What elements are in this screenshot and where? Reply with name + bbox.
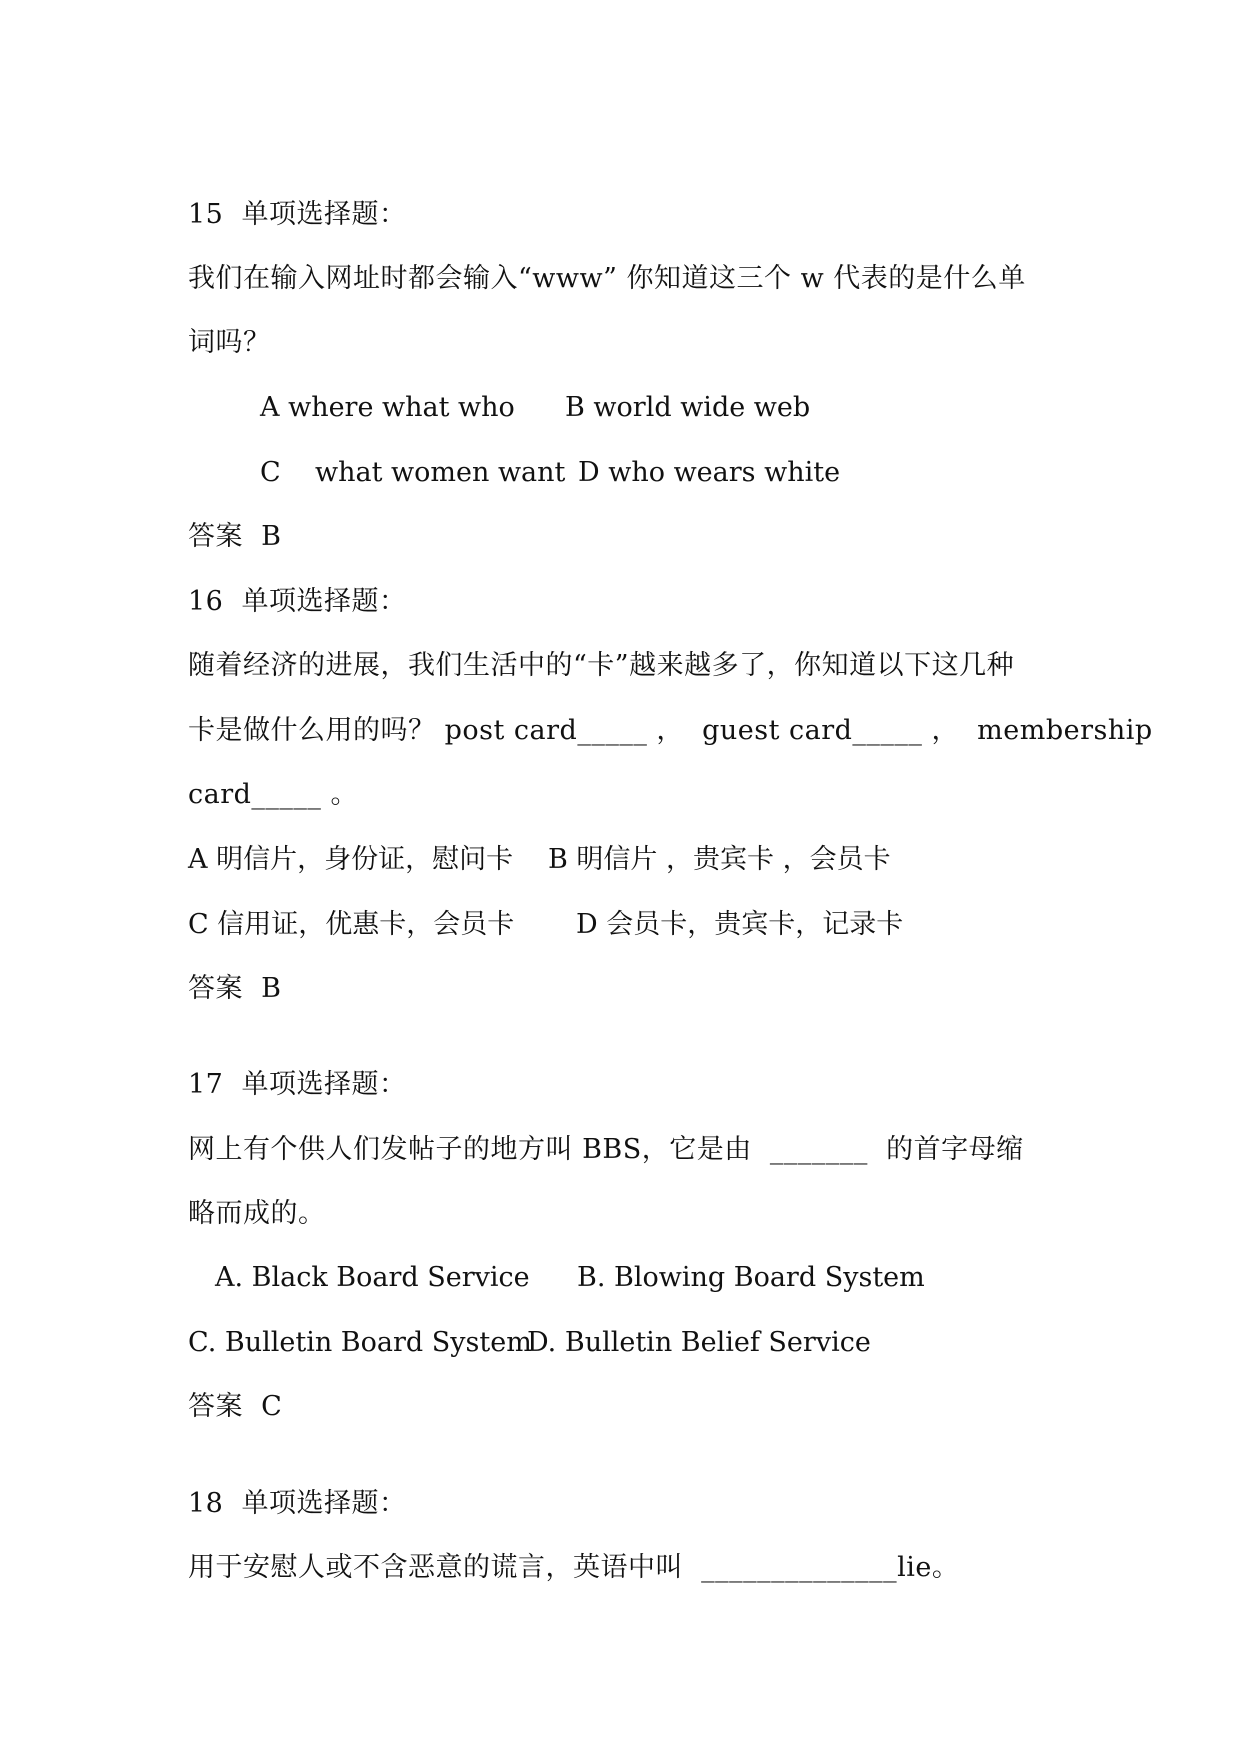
question-16-stem-line-3: card_____ 。 xyxy=(188,779,358,810)
question-15-option-a: A where what who xyxy=(260,392,515,423)
question-16-option-b: B 明信片 ，贵宾卡 ，会员卡 xyxy=(548,844,891,875)
question-15-stem-line-1: 我们在输入网址时都会输入“www” 你知道这三个 w 代表的是什么单 xyxy=(188,263,1026,294)
question-16-option-d: D 会员卡，贵宾卡，记录卡 xyxy=(576,909,904,940)
question-17-stem-line-2: 略而成的。 xyxy=(188,1198,326,1229)
question-15-option-d: D who wears white xyxy=(578,457,841,488)
question-17-option-b: B. Blowing Board System xyxy=(577,1262,925,1293)
question-16-heading: 16 单项选择题： xyxy=(188,586,407,617)
question-16-stem-line-2: 卡是做什么用的吗？ post card_____ ， guest card_____ ， membership xyxy=(188,715,1153,746)
question-17-option-a: A. Black Board Service xyxy=(215,1262,530,1293)
question-15-stem-line-2: 词吗？ xyxy=(188,327,271,358)
question-16-answer: 答案 B xyxy=(188,973,282,1004)
question-18-stem-line-1: 用于安慰人或不含恶意的谎言，英语中叫 ______________lie。 xyxy=(188,1552,960,1583)
question-15-answer: 答案 B xyxy=(188,521,282,552)
question-15-heading: 15 单项选择题： xyxy=(188,199,407,230)
question-17-heading: 17 单项选择题： xyxy=(188,1069,407,1100)
question-16-stem-line-1: 随着经济的进展，我们生活中的“卡”越来越多了，你知道以下这几种 xyxy=(188,650,1015,681)
question-16-option-a: A 明信片，身份证，慰问卡 xyxy=(188,844,514,875)
question-18-heading: 18 单项选择题： xyxy=(188,1488,407,1519)
question-15-option-c: C what women want xyxy=(260,457,566,488)
question-15-option-b: B world wide web xyxy=(565,392,811,423)
question-17-answer: 答案 C xyxy=(188,1391,283,1422)
question-16-option-c: C 信用证，优惠卡，会员卡 xyxy=(188,909,515,940)
question-17-stem-line-1: 网上有个供人们发帖子的地方叫 BBS，它是由 _______ 的首字母缩 xyxy=(188,1134,1024,1165)
question-17-option-d: D. Bulletin Belief Service xyxy=(527,1327,871,1358)
question-17-option-c: C. Bulletin Board System xyxy=(188,1327,532,1358)
